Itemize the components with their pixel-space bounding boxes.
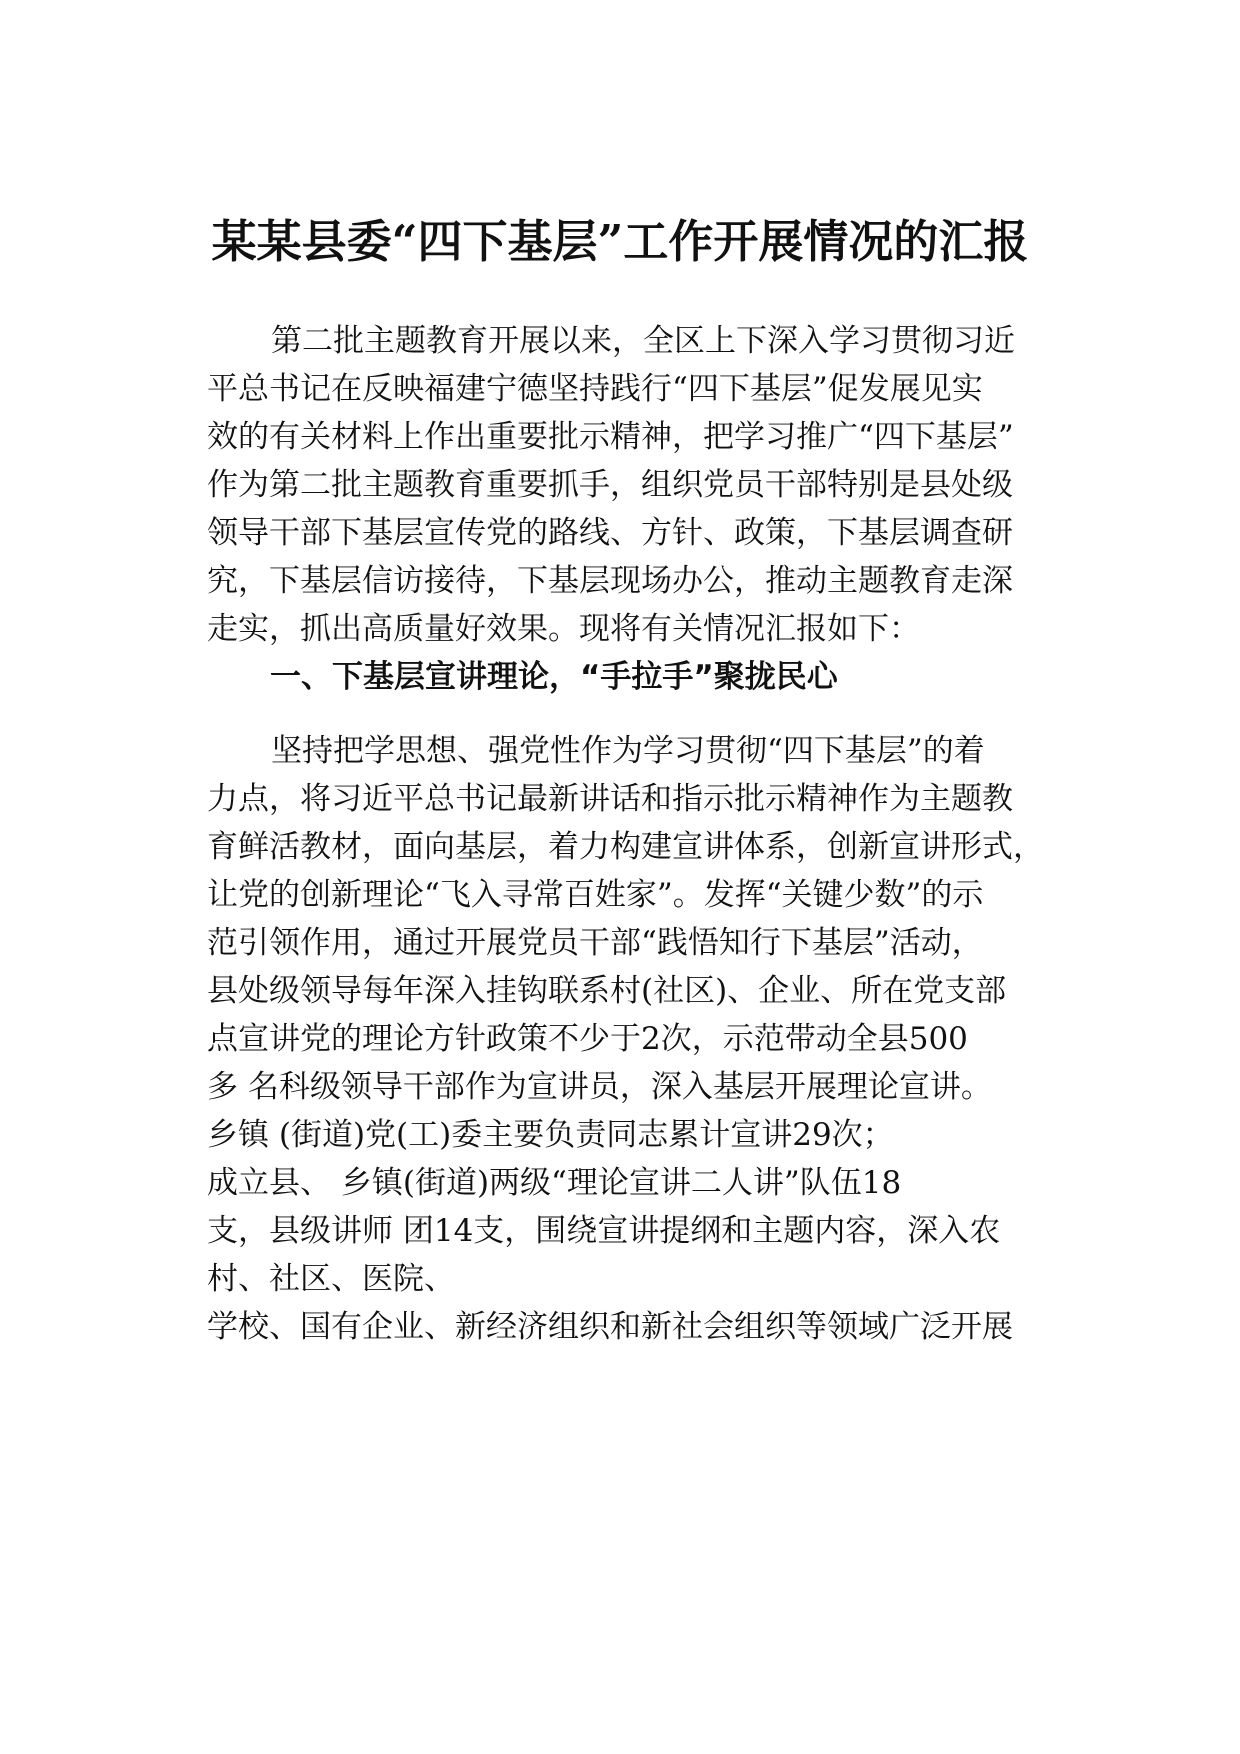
intro-line-3: 效的有关材料上作出重要批示精神，把学习推广“四下基层” (207, 419, 1014, 455)
intro-line-1: 第二批主题教育开展以来，全区上下深入学习贯彻习近 (271, 323, 1015, 359)
section-1-line-13: 学校、国有企业、新经济组织和新社会组织等领域广泛开展 (207, 1309, 1013, 1345)
section-1-line-8: 多 名科级领导干部作为宣讲员，深入基层开展理论宣讲。 (207, 1069, 992, 1105)
section-1-line-2: 力点，将习近平总书记最新讲话和指示批示精神作为主题教 (207, 781, 1013, 817)
section-1-line-5: 范引领作用，通过开展党员干部“践悟知行下基层”活动， (207, 925, 983, 961)
section-1-line-4: 让党的创新理论“飞入寻常百姓家”。发挥“关键少数”的示 (207, 877, 984, 913)
section-1-line-3: 育鲜活教材，面向基层，着力构建宣讲体系，创新宣讲形式， (207, 829, 1044, 865)
intro-line-6: 究，下基层信访接待，下基层现场办公，推动主题教育走深 (207, 563, 1013, 599)
section-1-line-6: 县处级领导每年深入挂钩联系村(社区)、企业、所在党支部 (207, 973, 1007, 1009)
section-1-line-9: 乡镇 (街道)党(工)委主要负责同志累计宣讲29次； (207, 1117, 894, 1153)
intro-line-4: 作为第二批主题教育重要抓手，组织党员干部特别是县处级 (207, 467, 1013, 503)
document-title: 某某县委“四下基层”工作开展情况的汇报 (211, 215, 1029, 268)
intro-line-7: 走实，抓出高质量好效果。现将有关情况汇报如下： (207, 611, 920, 647)
section-1-line-1: 坚持把学思想、强党性作为学习贯彻“四下基层”的着 (271, 733, 985, 769)
section-1-line-7: 点宣讲党的理论方针政策不少于2次，示范带动全县500 (207, 1021, 968, 1057)
section-1-line-12: 村、社区、医院、 (207, 1261, 455, 1297)
section-1-line-11: 支，县级讲师 团14支，围绕宣讲提纲和主题内容，深入农 (207, 1213, 1001, 1249)
intro-line-2: 平总书记在反映福建宁德坚持践行“四下基层”促发展见实 (207, 371, 983, 407)
intro-line-5: 领导干部下基层宣传党的路线、方针、政策，下基层调查研 (207, 515, 1013, 551)
section-1-heading: 一、下基层宣讲理论，“手拉手”聚拢民心 (270, 659, 838, 695)
section-1-line-10: 成立县、 乡镇(街道)两级“理论宣讲二人讲”队伍18 (207, 1165, 902, 1201)
